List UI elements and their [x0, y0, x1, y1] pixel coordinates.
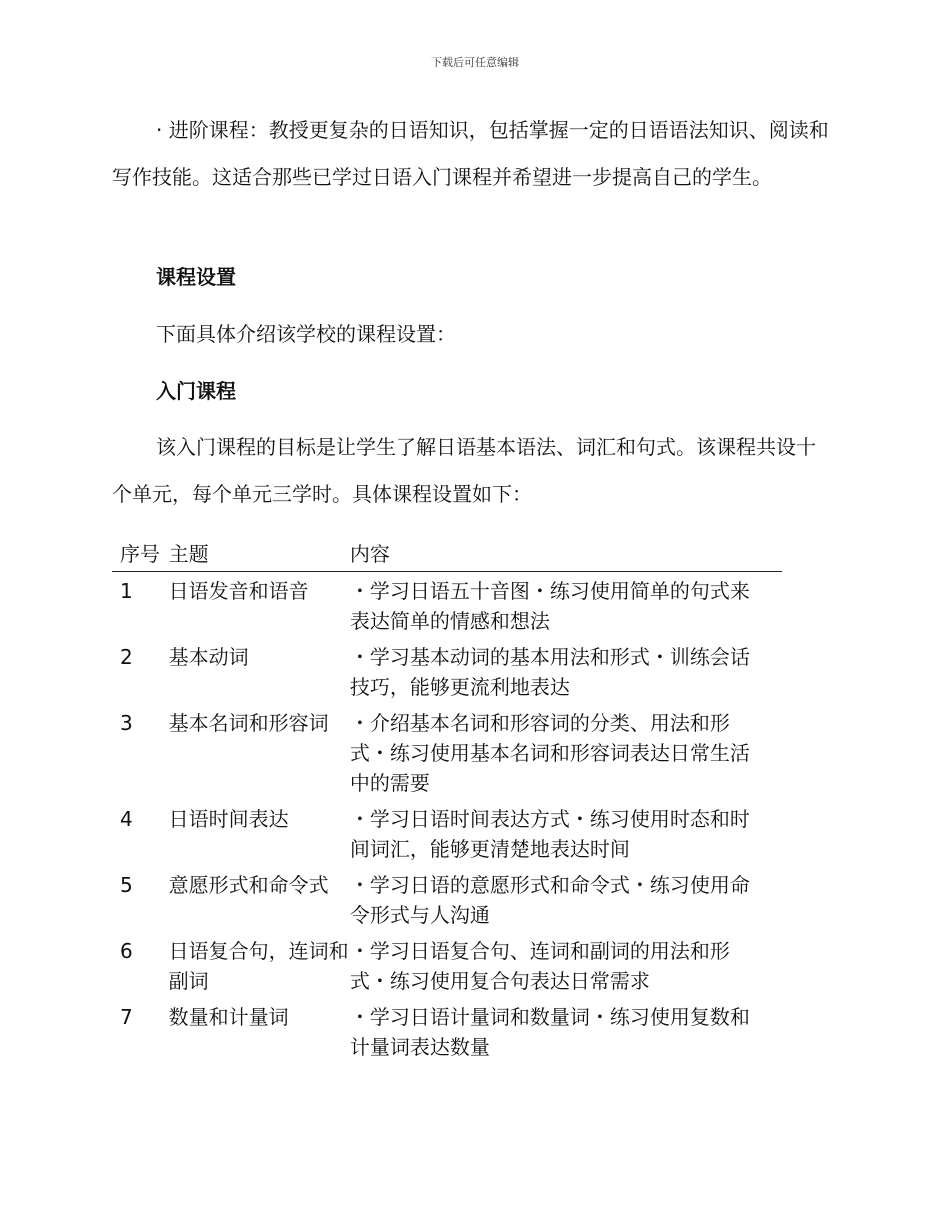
row-index: 2 [120, 645, 133, 669]
header-content: 内容 [350, 537, 782, 572]
row-content: ・学习日语计量词和数量词・练习使用复数和计量词表达数量 [349, 1005, 750, 1059]
table-row [112, 704, 782, 800]
header-topic: 主题 [169, 537, 350, 572]
row-content: ・学习日语五十音图・练习使用简单的句式来表达简单的情感和想法 [349, 579, 750, 633]
table-row [112, 572, 782, 639]
course-setup-intro: 下面具体介绍该学校的课程设置： [156, 322, 456, 346]
table-row [112, 866, 782, 932]
course-setup-heading: 课程设置 [156, 265, 236, 289]
row-content: ・介绍基本名词和形容词的分类、用法和形式・练习使用基本名词和形容词表达日常生活中的需要 [349, 711, 750, 795]
table-row [112, 638, 782, 704]
row-index: 6 [120, 939, 133, 963]
table-row [112, 800, 782, 866]
row-content: ・学习基本动词的基本用法和形式・训练会话技巧，能够更流利地表达 [349, 645, 750, 699]
row-index: 4 [120, 807, 133, 831]
header-index: 序号 [112, 537, 169, 572]
row-topic: 日语时间表达 [168, 807, 289, 831]
table-row [112, 998, 782, 1064]
row-topic: 意愿形式和命令式 [168, 873, 329, 897]
page-header: 下载后可任意编辑 [431, 56, 519, 69]
row-index: 1 [120, 579, 133, 603]
advanced-course-paragraph: · 进阶课程：教授更复杂的日语知识，包括掌握一定的日语语法知识、阅读和写作技能。这适合那些已学过日语入门课程并希望进一步提高自己的学生。 [112, 118, 829, 189]
row-topic: 基本名词和形容词 [168, 711, 329, 735]
course-table [112, 537, 782, 1064]
row-content: ・学习日语复合句、连词和副词的用法和形式・练习使用复合句表达日常需求 [349, 939, 730, 993]
row-index: 7 [120, 1005, 133, 1029]
row-topic: 日语复合句，连词和副词 [168, 939, 349, 993]
intro-course-heading: 入门课程 [156, 379, 236, 403]
row-topic: 日语发音和语音 [168, 579, 309, 603]
row-content: ・学习日语的意愿形式和命令式・练习使用命令形式与人沟通 [349, 873, 750, 927]
row-index: 5 [120, 873, 133, 897]
row-content: ・学习日语时间表达方式・练习使用时态和时间词汇，能够更清楚地表达时间 [349, 807, 750, 861]
table-header-row [112, 537, 782, 572]
table-row [112, 932, 782, 998]
row-topic: 数量和计量词 [168, 1005, 289, 1029]
row-index: 3 [120, 711, 133, 735]
row-topic: 基本动词 [168, 645, 249, 669]
intro-course-description: 该入门课程的目标是让学生了解日语基本语法、词汇和句式。该课程共设十个单元，每个单元三学时。具体课程设置如下： [112, 435, 816, 506]
